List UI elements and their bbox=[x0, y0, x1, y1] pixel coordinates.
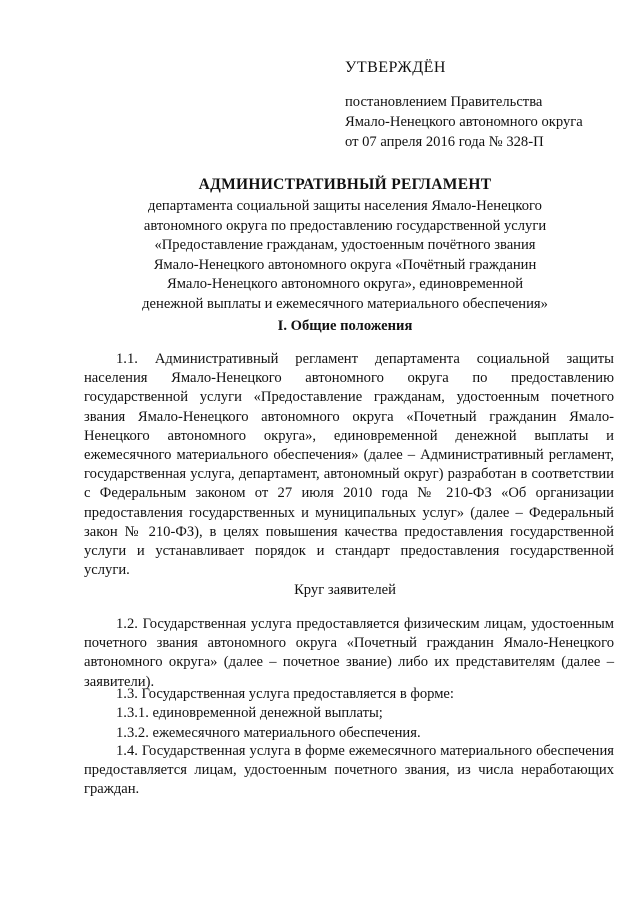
approval-line: Ямало-Ненецкого автономного округа bbox=[345, 114, 583, 130]
list-block bbox=[116, 685, 616, 743]
subtitle-line: автономного округа по предоставлению государственной услуги bbox=[143, 217, 547, 234]
subsection-heading: Круг заявителей bbox=[294, 582, 396, 598]
subtitle-line: «Предоставление гражданам, удостоенным почётного звания bbox=[154, 237, 536, 253]
paragraph-1-1: 1.1. Административный регламент департамента социальной защиты населения Ямало-Ненецкого автономного округа по предоставлению государственной услуги «Предоставление гражданам, удостоенным почетного звания Ямало-Ненецкого автономного округа «Почетный гражданин Ямало-Ненецкого автономного округа», единовременной денежной выплаты и ежемесячного материального обеспечения» (далее – Административный регламент, государственная услуга, департамент, автономный округ) разработан в соответствии с Федеральным законом от 27 июля 2010 года № 210-ФЗ «Об организации предоставления государственных и муниципальных услуг» (далее – Федеральный закон № 210-ФЗ), в целях повышения качества предоставления государственной услуги и устанавливает порядок и стандарт предоставления государственной услуги. bbox=[84, 351, 614, 579]
approval-line: от 07 апреля 2016 года № 328-П bbox=[345, 134, 544, 150]
paragraph-1-3-1: 1.3.1. единовременной денежной выплаты; bbox=[116, 705, 383, 722]
approval-block bbox=[345, 58, 583, 152]
regulation-subtitle bbox=[80, 197, 610, 314]
paragraph-1-3-2: 1.3.2. ежемесячного материального обеспечения. bbox=[116, 724, 421, 741]
regulation-title: АДМИНИСТРАТИВНЫЙ РЕГЛАМЕНТ bbox=[198, 176, 492, 193]
section-heading: I. Общие положения bbox=[277, 318, 413, 334]
approval-title: УТВЕРЖДЁН bbox=[345, 59, 446, 76]
paragraph-1-4: 1.4. Государственная услуга в форме ежемесячного материального обеспечения предоставляется лицам, удостоенным почетного звания, из числа неработающих граждан. bbox=[84, 743, 614, 798]
subtitle-line: департамента социальной защиты населения Ямало-Ненецкого bbox=[148, 198, 542, 214]
paragraph-1-3: 1.3. Государственная услуга предоставляется в форме: bbox=[116, 686, 454, 702]
subtitle-line: Ямало-Ненецкого автономного округа «Почётный гражданин bbox=[153, 256, 537, 273]
paragraph-1-2: 1.2. Государственная услуга предоставляется физическим лицам, удостоенным почетного звания автономного округа «Почетный гражданин Ямало-Ненецкого автономного округа» (далее – почетное звание) либо их представителям (далее – заявители). bbox=[84, 616, 614, 690]
subtitle-line: денежной выплаты и ежемесячного материального обеспечения» bbox=[142, 295, 548, 312]
approval-line: постановлением Правительства bbox=[345, 94, 543, 110]
subtitle-line: Ямало-Ненецкого автономного округа», единовременной bbox=[166, 276, 524, 292]
